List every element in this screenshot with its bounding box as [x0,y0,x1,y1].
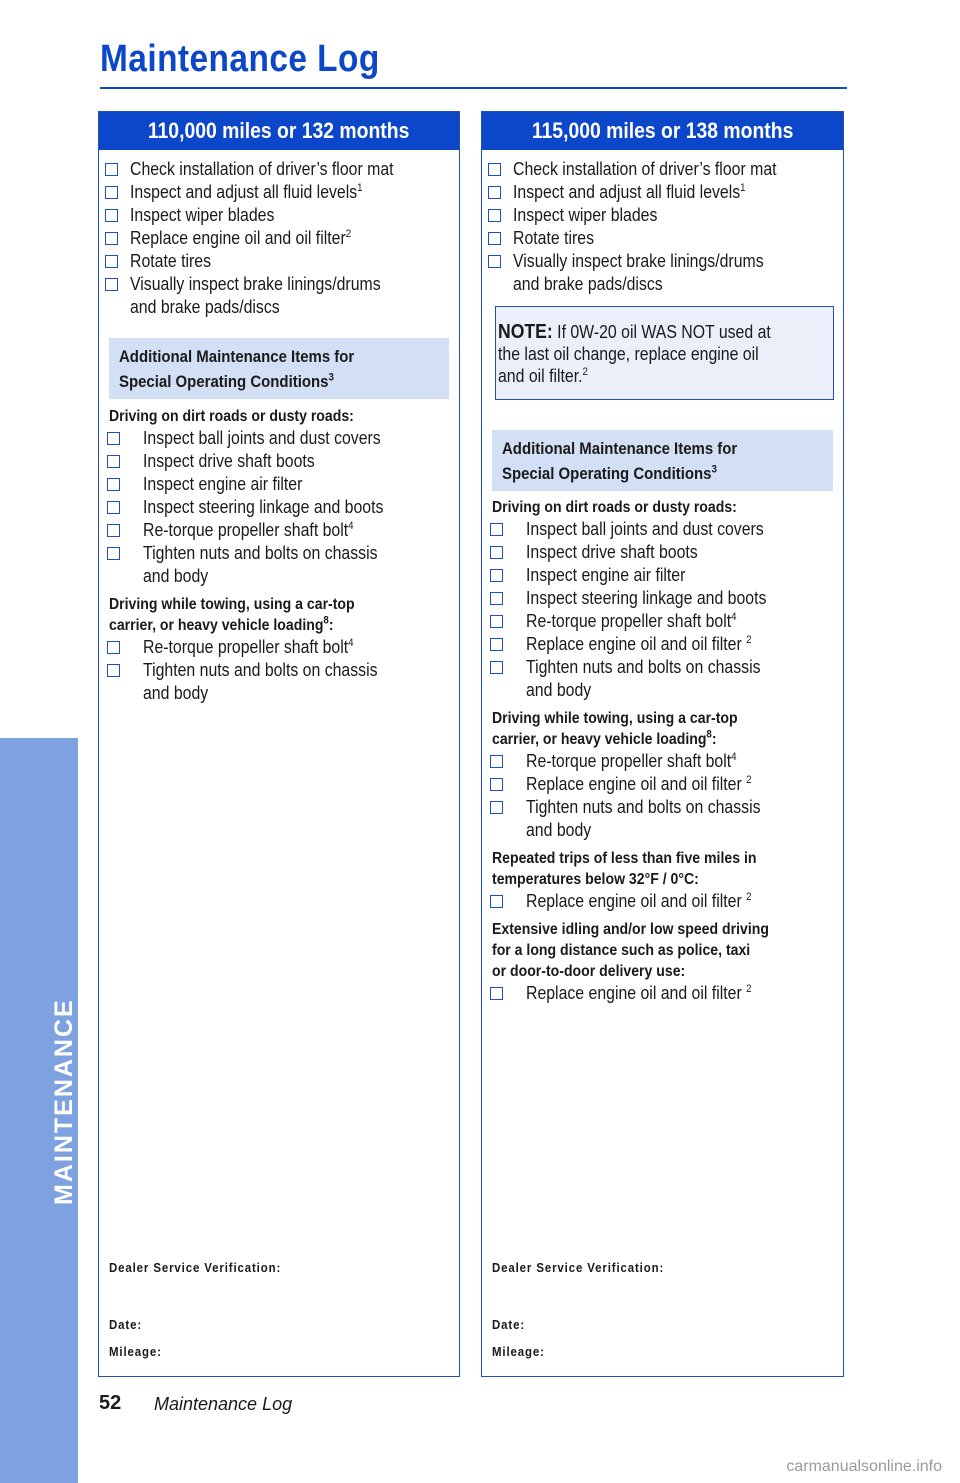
checkbox-icon[interactable] [107,478,120,491]
checklist-item: Visually inspect brake linings/drums [130,273,459,296]
checkbox-icon[interactable] [107,547,120,560]
checkbox-icon[interactable] [107,432,120,445]
checklist-item: Inspect wiper blades [513,204,843,227]
dealer-verification-label: Dealer Service Verification: [109,1260,282,1275]
checklist-item: Check installation of driver’s floor mat [513,158,843,181]
service-checklist [99,158,459,319]
checklist-item: Inspect drive shaft boots [526,541,843,564]
checklist-item: Replace engine oil and oil filter $^2$ [526,773,843,796]
additional-items-heading: Additional Maintenance Items for [502,439,738,458]
additional-items-box: Additional Maintenance Items for Special Operating Conditions$^3$ [109,338,449,399]
checklist-item: Inspect engine air filter [143,473,459,496]
checkbox-icon[interactable] [490,661,503,674]
checklist-item-continuation: and body [143,566,209,586]
checklist-item: Tighten nuts and bolts on chassis [526,796,843,819]
checklist-item: Inspect wiper blades [130,204,459,227]
checklist-item: Replace engine oil and oil filter $^2$ [526,890,843,913]
mileage-label: Mileage: [109,1344,162,1359]
additional-items-heading-2: Special Operating Conditions [119,372,329,391]
checkbox-icon[interactable] [107,664,120,677]
checkbox-icon[interactable] [107,524,120,537]
checklist-item: Check installation of driver’s floor mat [130,158,459,181]
checklist-item: Inspect steering linkage and boots [526,587,843,610]
additional-items-box: Additional Maintenance Items for Special Operating Conditions$^3$ [492,430,833,491]
checklist-item: Re-torque propeller shaft bolt$^4$ [143,636,459,659]
page-title: Maintenance Log [100,38,380,80]
idling-checklist [482,982,843,1005]
side-tab-label: MAINTENANCE [50,998,78,1205]
checklist-item: Inspect ball joints and dust covers [143,427,459,450]
checklist-item: Inspect engine air filter [526,564,843,587]
checklist-item-continuation: and body [526,680,592,700]
checkbox-icon[interactable] [105,186,118,199]
checklist-item: Replace engine oil and oil filter $^2$ [526,633,843,656]
service-column-115k [481,111,844,1377]
date-label: Date: [492,1317,526,1332]
checklist-item: Rotate tires [130,250,459,273]
condition-heading-idling: Extensive idling and/or low speed driving for a long distance such as police, taxi or door-to-door delivery use: [492,921,769,980]
checklist-item: Inspect drive shaft boots [143,450,459,473]
checkbox-icon[interactable] [105,163,118,176]
checklist-item: Replace engine oil and oil filter$^2$ [130,227,459,250]
checkbox-icon[interactable] [107,501,120,514]
checklist-item: Re-torque propeller shaft bolt$^4$ [526,610,843,633]
checkbox-icon[interactable] [490,638,503,651]
checklist-item: Tighten nuts and bolts on chassis [143,542,459,565]
oil-note-box: NOTE: If 0W-20 oil WAS NOT used at the last oil change, replace engine oil and oil filter.$^2$ [495,306,834,400]
checklist-item-continuation: and brake pads/discs [513,274,663,294]
mileage-label: Mileage: [492,1344,545,1359]
service-column-110k [98,111,460,1377]
dealer-verification-label: Dealer Service Verification: [492,1260,665,1275]
towing-checklist [99,636,459,705]
checklist-item: Tighten nuts and bolts on chassis [526,656,843,679]
checkbox-icon[interactable] [488,186,501,199]
checklist-item: Inspect and adjust all fluid levels$^1$ [130,181,459,204]
condition-heading-short-trips: Repeated trips of less than five miles in temperatures below 32°F / 0°C: [492,850,757,888]
checklist-item: Replace engine oil and oil filter $^2$ [526,982,843,1005]
checkbox-icon[interactable] [490,801,503,814]
short-trips-checklist [482,890,843,913]
checkbox-icon[interactable] [490,778,503,791]
footer-section-title: Maintenance Log [154,1394,293,1414]
checklist-item-continuation: and body [526,820,592,840]
watermark-text: carmanualsonline.info [786,1458,942,1475]
checklist-item: Inspect ball joints and dust covers [526,518,843,541]
checkbox-icon[interactable] [105,255,118,268]
checkbox-icon[interactable] [490,987,503,1000]
towing-checklist [482,750,843,842]
date-label: Date: [109,1317,143,1332]
condition-heading-towing: Driving while towing, using a car-top carrier, or heavy vehicle loading$^8$: [109,596,355,634]
additional-items-heading-2: Special Operating Conditions [502,464,712,483]
checkbox-icon[interactable] [488,163,501,176]
checklist-item: Inspect and adjust all fluid levels$^1$ [513,181,843,204]
checkbox-icon[interactable] [488,255,501,268]
checklist-item: Re-torque propeller shaft bolt$^4$ [526,750,843,773]
checkbox-icon[interactable] [490,592,503,605]
checkbox-icon[interactable] [490,895,503,908]
dirt-roads-checklist [99,427,459,588]
checklist-item: Rotate tires [513,227,843,250]
column-header: 110,000 miles or 132 months [99,112,459,150]
checkbox-icon[interactable] [105,209,118,222]
condition-heading-dirt: Driving on dirt roads or dusty roads: [492,499,737,516]
dirt-roads-checklist [482,518,843,702]
condition-heading-dirt: Driving on dirt roads or dusty roads: [109,408,354,425]
checkbox-icon[interactable] [490,523,503,536]
checklist-item: Tighten nuts and bolts on chassis [143,659,459,682]
checklist-item-continuation: and brake pads/discs [130,297,280,317]
checkbox-icon[interactable] [490,755,503,768]
checkbox-icon[interactable] [105,278,118,291]
checkbox-icon[interactable] [107,455,120,468]
checklist-item: Inspect steering linkage and boots [143,496,459,519]
condition-heading-towing: Driving while towing, using a car-top carrier, or heavy vehicle loading$^8$: [492,710,738,748]
page-number: 52 [99,1392,122,1414]
service-checklist [482,158,843,296]
checkbox-icon[interactable] [490,569,503,582]
checklist-item: Visually inspect brake linings/drums [513,250,843,273]
note-label: NOTE: [498,321,553,343]
checkbox-icon[interactable] [490,615,503,628]
additional-items-heading: Additional Maintenance Items for [119,347,355,366]
title-divider [100,87,847,89]
checkbox-icon[interactable] [107,641,120,654]
checklist-item: Re-torque propeller shaft bolt$^4$ [143,519,459,542]
checkbox-icon[interactable] [490,546,503,559]
checklist-item-continuation: and body [143,683,209,703]
checkbox-icon[interactable] [488,232,501,245]
column-header: 115,000 miles or 138 months [482,112,843,150]
checkbox-icon[interactable] [105,232,118,245]
checkbox-icon[interactable] [488,209,501,222]
